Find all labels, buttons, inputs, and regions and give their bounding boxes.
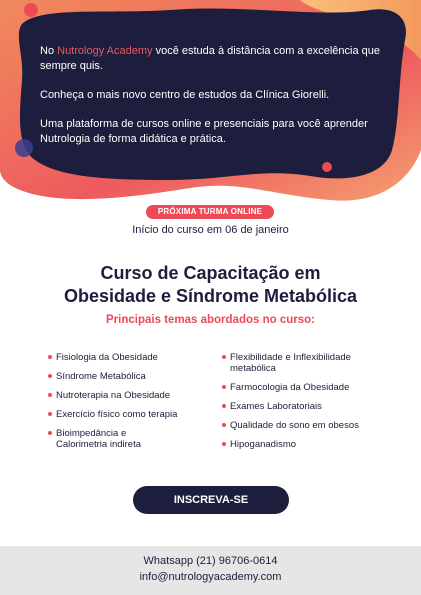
platform-paragraph: Uma plataforma de cursos online e presenciais para você aprender Nutrologia de forma didática e prática. [40, 118, 368, 145]
clinic-paragraph: Conheça o mais novo centro de estudos da Clínica Giorelli. [40, 89, 330, 101]
topic-label: Nutroterapia na Obesidade [56, 390, 171, 401]
email-contact[interactable]: info@nutrologyacademy.com [139, 571, 282, 583]
course-title-line: Obesidade e Síndrome Metabólica [63, 286, 358, 306]
topic-item [222, 382, 382, 393]
bullet-icon [222, 423, 226, 427]
course-title-line: Curso de Capacitação em [100, 263, 321, 283]
topic-label: Hipoganadismo [230, 439, 297, 450]
bullet-icon [222, 404, 226, 408]
topics-list-right [222, 352, 382, 458]
topic-label: Flexibilidade e Inflexibilidade metabólica [230, 352, 351, 374]
bullet-icon [48, 355, 52, 359]
topics-list-left [48, 352, 218, 458]
topic-label: Síndrome Metabólica [56, 371, 146, 382]
topic-item [222, 439, 382, 450]
topic-item [222, 401, 382, 412]
accent-dot [24, 3, 38, 17]
topic-item [48, 371, 218, 382]
topic-label: Bioimpedância e Calorimetria indireta [56, 428, 142, 450]
accent-dot [322, 162, 332, 172]
bullet-icon [48, 412, 52, 416]
hero-text [40, 44, 390, 161]
topic-item [48, 428, 176, 450]
topic-item [48, 409, 218, 420]
hero-banner [0, 0, 421, 215]
topic-label: Exercício físico como terapia [56, 409, 178, 420]
next-class-badge: PRÓXIMA TURMA ONLINE [146, 205, 274, 219]
whatsapp-contact[interactable]: Whatsapp (21) 96706-0614 [143, 555, 278, 567]
topic-label: Farmocologia da Obesidade [230, 382, 350, 393]
intro-text: você estuda à distância com a excelência que sempre quis. [40, 45, 380, 72]
topic-item [48, 352, 218, 363]
intro-paragraph [40, 44, 390, 74]
bullet-icon [48, 393, 52, 397]
intro-text: No [40, 45, 58, 57]
bullet-icon [48, 431, 52, 435]
contact-footer [0, 546, 421, 595]
topic-item [222, 352, 382, 374]
topic-label: Qualidade do sono em obesos [230, 420, 359, 431]
brand-name: Nutrology Academy [57, 45, 153, 57]
bullet-icon [48, 374, 52, 378]
topics-heading: Principais temas abordados no curso: [106, 314, 315, 326]
start-date: Início do curso em 06 de janeiro [132, 224, 289, 236]
bullet-icon [222, 385, 226, 389]
subscribe-button[interactable]: INSCREVA-SE [133, 486, 289, 514]
topic-item [222, 420, 382, 431]
bullet-icon [222, 442, 226, 446]
topic-label: Exames Laboratoriais [230, 401, 322, 412]
course-title [0, 262, 421, 308]
topic-item [48, 390, 218, 401]
bullet-icon [222, 355, 226, 359]
topic-label: Fisiologia da Obesidade [56, 352, 158, 363]
accent-dot [15, 139, 33, 157]
